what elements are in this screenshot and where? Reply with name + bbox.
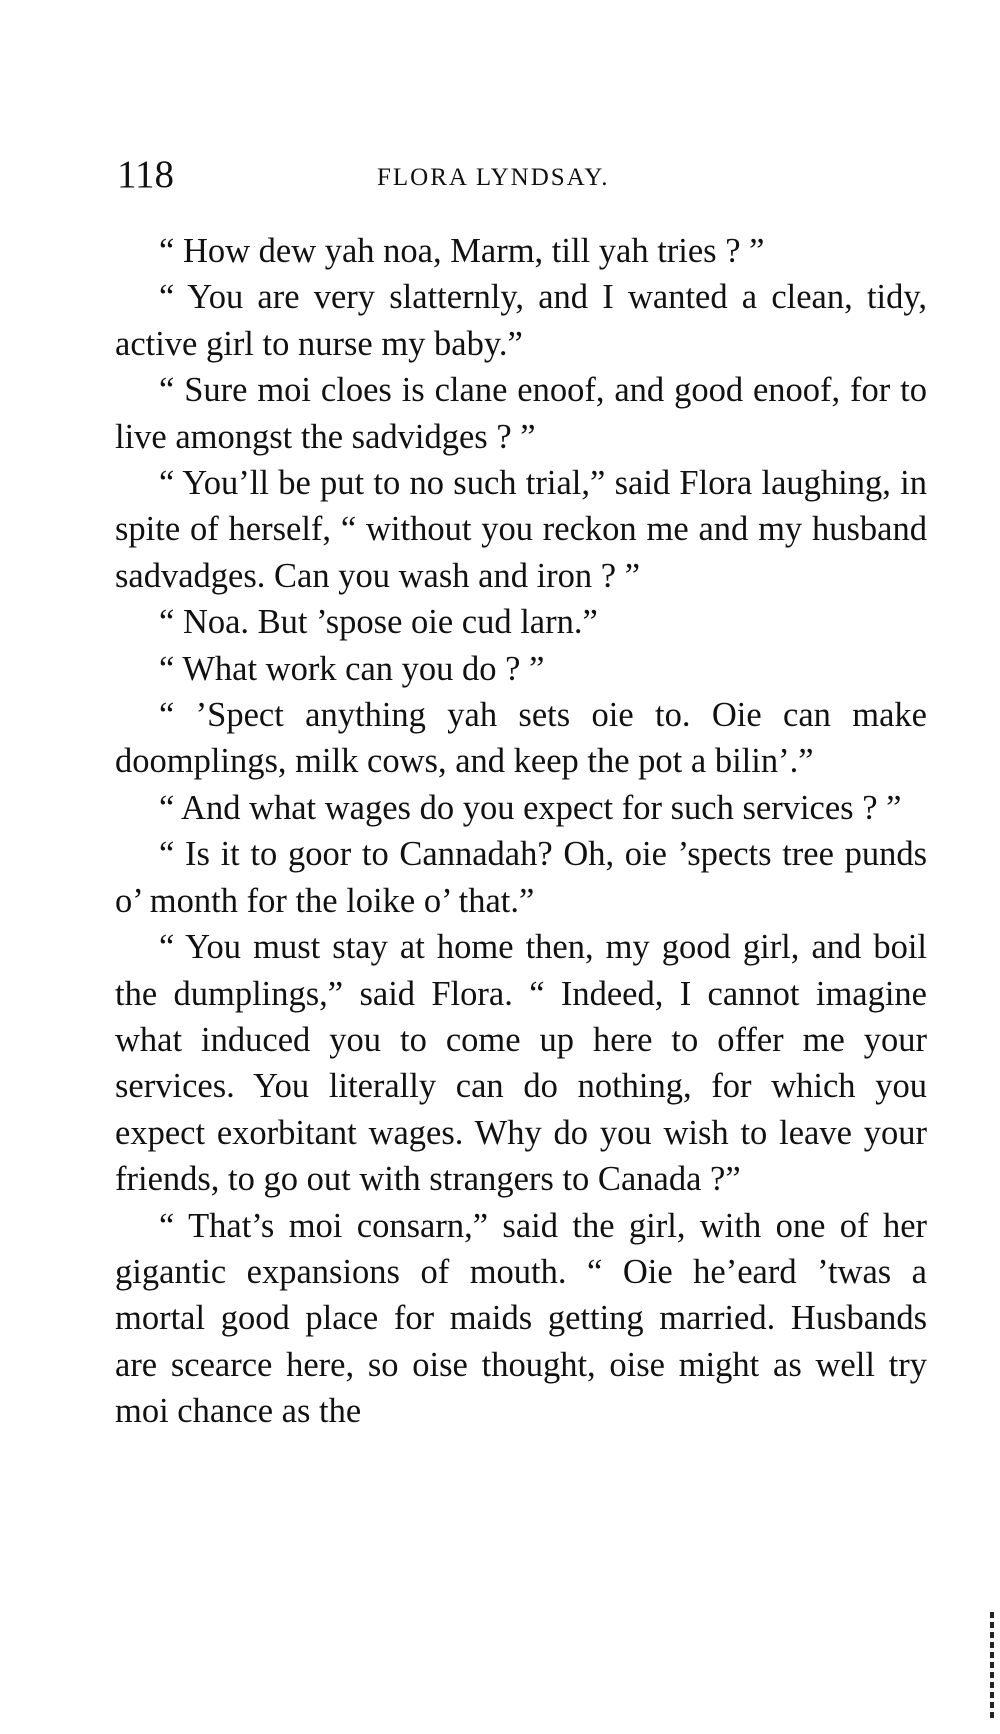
paragraph: “ What work can you do ? ”: [159, 649, 545, 688]
paragraph: “ You are very slatternly, and I wanted a clean, tidy, active girl to nurse my baby.”: [115, 278, 927, 363]
body-text: [115, 228, 927, 1435]
page-header: [117, 150, 927, 200]
paragraph: “ How dew yah noa, Marm, till yah tries ? ”: [159, 232, 765, 270]
paragraph: “ ’Spect anything yah sets oie to. Oie can make doomplings, milk cows, and keep the pot a bilin’.”: [115, 696, 927, 781]
paragraph: “ Is it to goor to Cannadah? Oh, oie ’spects tree punds o’ month for the loike o’ that.”: [115, 835, 927, 920]
paragraph: “ Noa. But ’spose oie cud larn.”: [159, 603, 598, 642]
paragraph: “ That’s moi consarn,” said the girl, with one of her gigantic expansions of mouth. “ Oie he’eard ’twas a mortal good place for maids getting married. Husbands are scearce here, so oise thought, oise might as well try moi chance as the: [115, 1206, 927, 1431]
paragraph: “ You must stay at home then, my good girl, and boil the dumplings,” said Flora. “ Indeed, I cannot imagine what induced you to come up here to offer me your services. You literally can do nothing, for which you expect exorbitant wages. Why do you wish to leave your friends, to go out with strangers to Canada ?”: [115, 928, 927, 1199]
running-title: FLORA LYNDSAY.: [377, 164, 610, 191]
page-edge-shadow: [990, 1612, 994, 1722]
page-number: 118: [117, 153, 175, 196]
paragraph: “ And what wages do you expect for such services ? ”: [159, 788, 902, 827]
paragraph: “ Sure moi cloes is clane enoof, and good enoof, for to live amongst the sadvidges ? ”: [115, 371, 927, 456]
paragraph: “ You’ll be put to no such trial,” said Flora laughing, in spite of herself, “ without you reckon me and my husband sadvadges. Can you wash and iron ? ”: [115, 464, 927, 595]
